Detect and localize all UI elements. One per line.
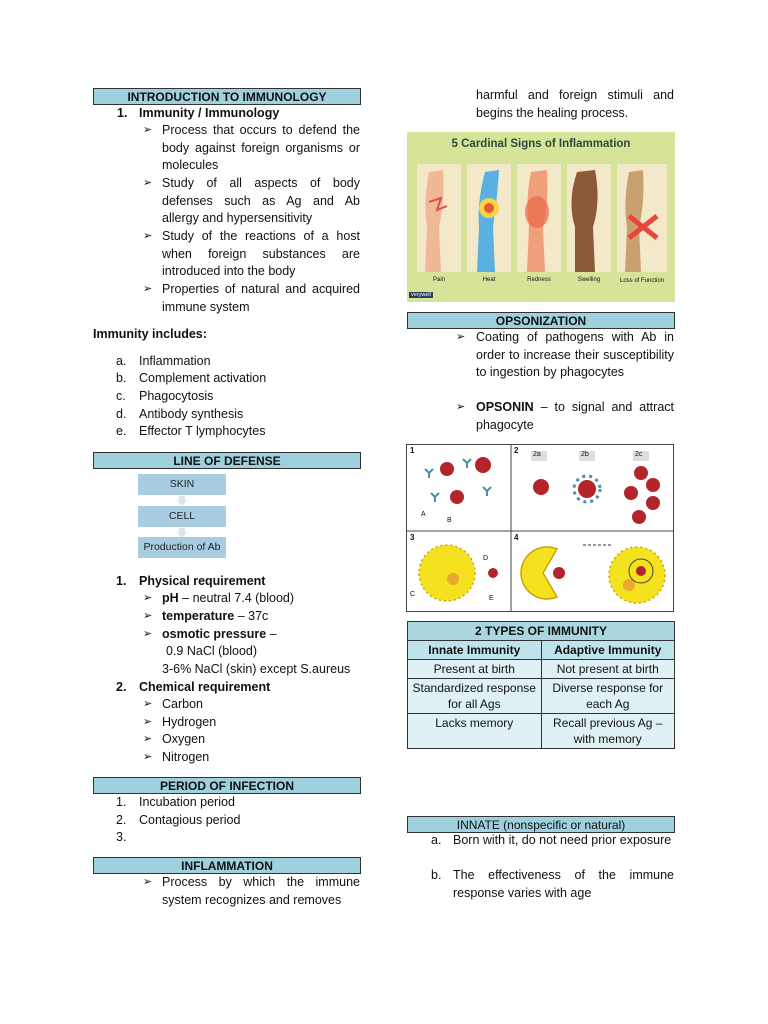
ph-text: – neutral 7.4 (blood): [178, 591, 295, 605]
table-header-adaptive: Adaptive Immunity: [541, 641, 675, 660]
arrow-bullet-icon: ➢: [143, 698, 153, 710]
panel-label: 1: [410, 446, 415, 455]
list-marker: d.: [116, 407, 127, 421]
opsonin-bullet: [476, 399, 674, 434]
innate-item: The effectiveness of the immune response varies with age: [453, 868, 674, 900]
list-marker: 3.: [116, 830, 127, 844]
list-marker: 1.: [116, 795, 127, 809]
includes-item: Complement activation: [139, 371, 267, 385]
ph-item: [162, 590, 294, 608]
immunity-bullet: Process that occurs to defend the body against foreign organisms or molecules: [162, 123, 360, 172]
arrow-bullet-icon: ➢: [143, 628, 153, 640]
list-marker: e.: [116, 424, 127, 438]
chemical-title: Chemical requirement: [139, 680, 271, 694]
osmotic-item: [162, 626, 277, 644]
panel-label: 3: [410, 533, 415, 542]
opsonization-header: OPSONIZATION: [407, 312, 675, 329]
table-cell: Not present at birth: [541, 660, 675, 679]
arrow-bullet-icon: ➢: [456, 401, 466, 413]
arrow-bullet-icon: ➢: [143, 592, 153, 604]
flow-box-cell: CELL: [138, 506, 226, 527]
immunity-types-table: [407, 621, 675, 749]
chemical-item: Hydrogen: [162, 715, 217, 729]
table-row: [408, 679, 675, 714]
opsonization-illustration: [407, 445, 673, 611]
immunity-title: Immunity / Immunology: [139, 106, 280, 120]
includes-item: Phagocytosis: [139, 389, 214, 403]
table-row: [408, 660, 675, 679]
includes-title: Immunity includes:: [93, 327, 207, 341]
figure-label: Swelling: [577, 277, 601, 283]
diagram-letter: B: [447, 517, 452, 524]
immunity-bullet: Properties of natural and acquired immune system: [162, 282, 360, 314]
infection-item: Contagious period: [139, 813, 241, 827]
opsonin-text: – to signal and attract phagocyte: [476, 400, 674, 432]
opsonin-label: OPSONIN: [476, 400, 534, 414]
flow-box-antibody: Production of Ab: [138, 537, 226, 558]
temperature-label: temperature: [162, 609, 235, 623]
temperature-text: – 37c: [234, 609, 269, 623]
innate-item: Born with it, do not need prior exposure: [453, 833, 672, 847]
chemical-item: Carbon: [162, 697, 203, 711]
panel-sublabel: 2c: [635, 451, 643, 458]
opsonization-diagram: [406, 444, 674, 612]
cardinal-signs-figure: [407, 132, 675, 302]
physical-title: Physical requirement: [139, 574, 266, 588]
table-cell: Diverse response for each Ag: [541, 679, 675, 714]
osmotic-line: 3-6% NaCl (skin) except S.aureus: [162, 662, 351, 676]
list-marker: b.: [116, 371, 127, 385]
infection-item: Incubation period: [139, 795, 235, 809]
table-cell: Recall previous Ag – with memory: [541, 714, 675, 749]
list-marker: a.: [431, 833, 442, 847]
arrow-bullet-icon: ➢: [143, 876, 153, 888]
immunity-bullet: Study of the reactions of a host when foreign substances are introduced into the body: [162, 229, 360, 278]
list-marker: a.: [116, 354, 127, 368]
diagram-letter: D: [483, 555, 489, 562]
list-marker: c.: [116, 389, 126, 403]
includes-item: Effector T lymphocytes: [139, 424, 266, 438]
table-cell: Present at birth: [408, 660, 542, 679]
inflammation-bullet: Process by which the immune system recognizes and removes: [162, 875, 360, 907]
arrow-bullet-icon: ➢: [143, 733, 153, 745]
panel-sublabel: 2a: [533, 451, 541, 458]
osmotic-line: 0.9 NaCl (blood): [166, 644, 258, 658]
osmotic-text: –: [266, 627, 277, 641]
arrow-bullet-icon: ➢: [143, 751, 153, 763]
chemical-item: Oxygen: [162, 732, 206, 746]
list-marker: 1.: [117, 106, 128, 120]
table-cell: Lacks memory: [408, 714, 542, 749]
infection-header: PERIOD OF INFECTION: [93, 777, 361, 794]
innate-header: INNATE (nonspecific or natural): [407, 816, 675, 833]
temperature-item: [162, 608, 268, 626]
arrow-bullet-icon: ➢: [143, 283, 153, 295]
figure-label: Redness: [527, 277, 551, 283]
figure-label: Heat: [482, 277, 496, 283]
osmotic-label: osmotic pressure: [162, 627, 267, 641]
diagram-letter: A: [421, 511, 426, 518]
arrow-bullet-icon: ➢: [143, 610, 153, 622]
defense-header: LINE OF DEFENSE: [93, 452, 361, 469]
includes-item: Antibody synthesis: [139, 407, 244, 421]
panel-label: 2: [514, 446, 519, 455]
inflammation-header: INFLAMMATION: [93, 857, 361, 874]
chemical-item: Nitrogen: [162, 750, 210, 764]
opsonization-bullet: Coating of pathogens with Ab in order to increase their susceptibility to ingestion by phagocytes: [476, 330, 674, 379]
diagram-letter: E: [489, 595, 494, 602]
figure-label: Pain: [432, 277, 445, 283]
figure-brand: verywell: [411, 292, 431, 298]
panel-sublabel: 2b: [581, 451, 589, 458]
includes-item: Inflammation: [139, 354, 211, 368]
immunity-bullet: Study of all aspects of body defenses such as Ag and Ab allergy and hypersensitivity: [162, 176, 360, 225]
panel-label: 4: [514, 533, 519, 542]
list-marker: b.: [431, 868, 442, 882]
table-title: 2 TYPES OF IMMUNITY: [408, 622, 675, 641]
list-marker: 2.: [116, 813, 127, 827]
flow-box-skin: SKIN: [138, 474, 226, 495]
arrow-bullet-icon: ➢: [456, 331, 466, 343]
ph-label: pH: [162, 591, 179, 605]
figure-title: 5 Cardinal Signs of Inflammation: [451, 138, 631, 150]
intro-header: INTRODUCTION TO IMMUNOLOGY: [93, 88, 361, 105]
arrow-bullet-icon: ➢: [143, 716, 153, 728]
figure-label: Loss of Function: [619, 278, 665, 284]
arrow-bullet-icon: ➢: [143, 177, 153, 189]
arrow-bullet-icon: ➢: [143, 230, 153, 242]
continuation-text: harmful and foreign stimuli and begins the healing process.: [476, 88, 674, 120]
table-cell: Standardized response for all Ags: [408, 679, 542, 714]
list-marker: 2.: [116, 680, 127, 694]
down-arrow-icon: [177, 496, 187, 506]
table-header-innate: Innate Immunity: [408, 641, 542, 660]
diagram-letter: C: [410, 591, 416, 598]
list-marker: 1.: [116, 574, 127, 588]
table-row: [408, 714, 675, 749]
arrow-bullet-icon: ➢: [143, 124, 153, 136]
